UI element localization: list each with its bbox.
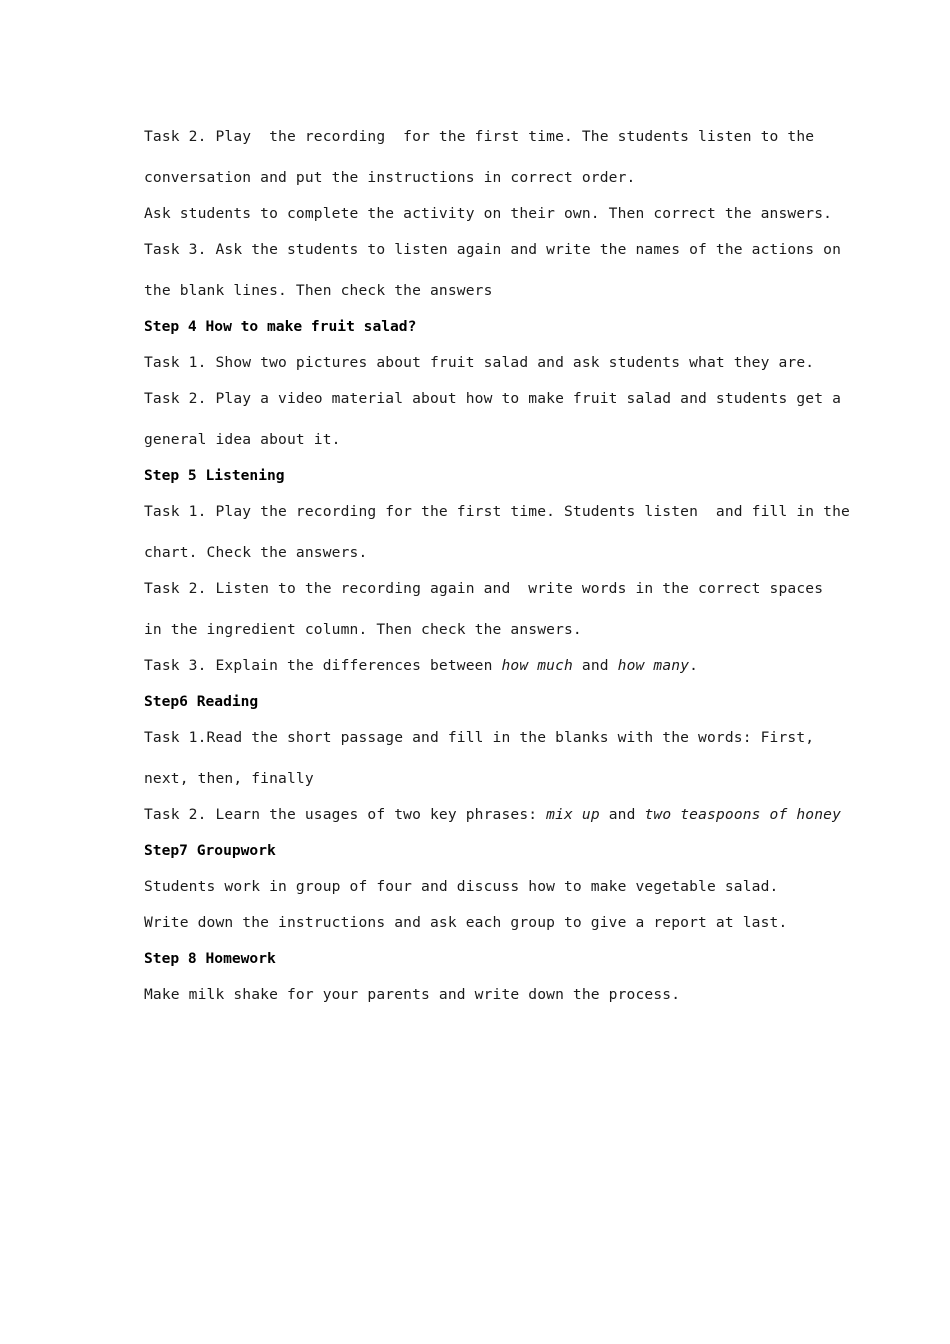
- step-6-task-2: [144, 805, 841, 825]
- step-5-task-2-line-2: in the ingredient column. Then check the answers.: [144, 621, 582, 638]
- step-8-line-1: Make milk shake for your parents and write down the process.: [144, 986, 681, 1003]
- step-4-task-2-line-2: general idea about it.: [144, 431, 341, 448]
- step-4-heading: Step 4 How to make fruit salad?: [144, 318, 417, 335]
- phrase-how-much: how much: [501, 657, 573, 674]
- step-5-task-1-line-2: chart. Check the answers.: [144, 544, 368, 561]
- step-5-task-1-line-1: Task 1. Play the recording for the first time. Students listen and fill in the: [144, 503, 850, 520]
- step-7-heading: Step7 Groupwork: [144, 842, 276, 859]
- task-3-text: Task 3. Explain the differences between: [144, 657, 502, 674]
- period: .: [689, 657, 699, 674]
- step-5-heading: Step 5 Listening: [144, 467, 285, 484]
- task-2-text: Task 2. Learn the usages of two key phrases:: [144, 806, 547, 823]
- step-5-task-3: [144, 656, 698, 676]
- phrase-how-many: how many: [617, 657, 690, 674]
- step-7-line-1: Students work in group of four and discuss how to make vegetable salad.: [144, 878, 779, 895]
- step-5-task-2-line-1: Task 2. Listen to the recording again and write words in the correct spaces: [144, 580, 824, 597]
- phrase-two-teaspoons: two teaspoons of honey: [644, 806, 842, 823]
- connector-and: and: [599, 806, 645, 823]
- activity-instruction: Ask students to complete the activity on their own. Then correct the answers.: [144, 205, 833, 222]
- step-6-task-1-line-2: next, then, finally: [144, 770, 314, 787]
- step-7-line-2: Write down the instructions and ask each group to give a report at last.: [144, 914, 788, 931]
- connector-and: and: [572, 657, 618, 674]
- task-2-line-2: conversation and put the instructions in correct order.: [144, 169, 636, 186]
- phrase-mix-up: mix up: [546, 806, 600, 823]
- task-3-line-1: Task 3. Ask the students to listen again and write the names of the actions on: [144, 241, 842, 258]
- step-6-task-1-line-1: Task 1.Read the short passage and fill in the blanks with the words: First,: [144, 729, 815, 746]
- step-4-task-1: Task 1. Show two pictures about fruit salad and ask students what they are.: [144, 354, 815, 371]
- step-4-task-2-line-1: Task 2. Play a video material about how to make fruit salad and students get a: [144, 390, 842, 407]
- step-6-heading: Step6 Reading: [144, 693, 259, 710]
- task-3-line-2: the blank lines. Then check the answers: [144, 282, 493, 299]
- step-8-heading: Step 8 Homework: [144, 950, 276, 967]
- task-2-line-1: Task 2. Play the recording for the first time. The students listen to the: [144, 128, 815, 145]
